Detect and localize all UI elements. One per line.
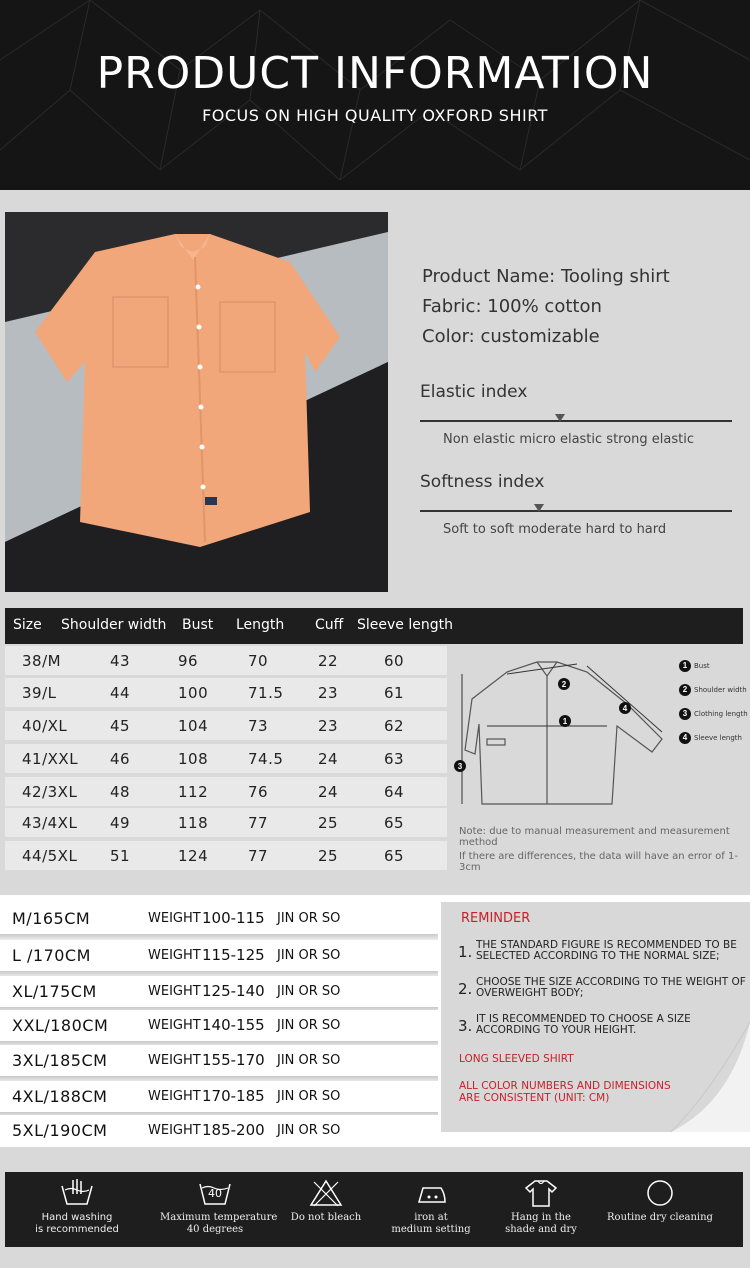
product-color: Color: customizable	[422, 326, 600, 347]
product-fabric: Fabric: 100% cotton	[422, 296, 602, 317]
weight-unit: JIN OR SO	[277, 911, 341, 926]
recommended-size: XL/175CM	[12, 982, 97, 1001]
measurement-note: Note: due to manual measurement and measurement method	[459, 826, 730, 848]
reminder-text: THE STANDARD FIGURE IS RECOMMENDED TO BE SELECTED ACCORDING TO THE NORMAL SIZE;	[476, 939, 737, 962]
size-table-row	[5, 678, 447, 707]
size-table-cell: 112	[178, 783, 209, 801]
care-item	[160, 1178, 278, 1236]
size-table-cell: 100	[178, 684, 209, 702]
recommended-size: 4XL/188CM	[12, 1087, 108, 1106]
care-text-line: iron at	[414, 1212, 448, 1223]
care-item	[486, 1178, 596, 1236]
reminder-title: REMINDER	[461, 911, 531, 926]
care-item	[271, 1178, 381, 1224]
weight-unit: JIN OR SO	[277, 948, 341, 963]
reminder-long-sleeve: LONG SLEEVED SHIRT	[459, 1053, 574, 1065]
iron-icon	[413, 1178, 449, 1208]
weight-unit: JIN OR SO	[277, 1018, 341, 1033]
size-table-cell: 118	[178, 814, 209, 832]
elastic-index-scale: Non elastic micro elastic strong elastic	[443, 432, 695, 447]
weight-label: WEIGHT	[148, 1018, 201, 1033]
care-text	[486, 1212, 596, 1236]
th-bust: Bust	[182, 617, 214, 633]
weight-label: WEIGHT	[148, 1053, 201, 1068]
care-text	[271, 1212, 381, 1224]
reminder-consistency-2: ARE CONSISTENT (UNIT: CM)	[459, 1092, 610, 1104]
elastic-index-bar	[420, 420, 732, 422]
size-table-cell: 25	[318, 847, 339, 865]
th-sleeve: Sleeve length	[357, 617, 453, 633]
weight-unit: JIN OR SO	[277, 984, 341, 999]
legend-number-badge: 3	[679, 708, 691, 720]
size-table-cell: 23	[318, 717, 339, 735]
header-banner	[0, 0, 750, 190]
weight-range: 185-200	[202, 1121, 265, 1139]
size-table-cell: 77	[248, 847, 269, 865]
care-text	[22, 1212, 132, 1236]
size-table-cell: 63	[384, 750, 405, 768]
svg-text:2: 2	[561, 680, 567, 689]
care-text-line: is recommended	[35, 1224, 119, 1235]
size-table-cell: 65	[384, 847, 405, 865]
svg-text:3: 3	[457, 762, 463, 771]
no-bleach-icon	[308, 1178, 344, 1208]
hang-dry-icon	[523, 1178, 559, 1208]
page-subtitle: FOCUS ON HIGH QUALITY OXFORD SHIRT	[202, 106, 548, 125]
elastic-index-title: Elastic index	[420, 382, 528, 402]
reminder-consistency-1: ALL COLOR NUMBERS AND DIMENSIONS	[459, 1080, 671, 1092]
weight-label: WEIGHT	[148, 1089, 201, 1104]
size-table-cell: 73	[248, 717, 269, 735]
size-table-cell: 51	[110, 847, 131, 865]
care-text-line: Routine dry cleaning	[607, 1212, 713, 1223]
size-table-cell: 49	[110, 814, 131, 832]
size-table-cell: 77	[248, 814, 269, 832]
recommended-size: 5XL/190CM	[12, 1121, 108, 1140]
size-table-cell: 39/L	[22, 684, 57, 702]
weight-label: WEIGHT	[148, 948, 201, 963]
softness-index-marker	[534, 504, 544, 512]
recommended-size: M/165CM	[12, 909, 91, 928]
care-text-line: 40 degrees	[186, 1224, 244, 1235]
care-text-line: medium setting	[391, 1224, 471, 1235]
weight-label: WEIGHT	[148, 1123, 201, 1138]
size-table-cell: 70	[248, 652, 269, 670]
size-table-cell: 40/XL	[22, 717, 68, 735]
reminder-number: 1.	[458, 943, 473, 961]
size-table-cell: 22	[318, 652, 339, 670]
care-text	[605, 1212, 715, 1224]
weight-label: WEIGHT	[148, 911, 201, 926]
size-table-cell: 23	[318, 684, 339, 702]
size-table-cell: 76	[248, 783, 269, 801]
reminder-text: IT IS RECOMMENDED TO CHOOSE A SIZE ACCORDING TO YOUR HEIGHT.	[476, 1013, 691, 1036]
recommended-size: 3XL/185CM	[12, 1051, 108, 1070]
hand-wash-icon	[59, 1178, 95, 1208]
dry-clean-icon	[642, 1178, 678, 1208]
th-shoulder: Shoulder width	[61, 617, 167, 633]
size-table-cell: 44	[110, 684, 131, 702]
svg-text:4: 4	[622, 704, 628, 713]
softness-index-title: Softness index	[420, 472, 545, 492]
size-table-cell: 61	[384, 684, 405, 702]
weight-label: WEIGHT	[148, 984, 201, 999]
size-table-cell: 42/3XL	[22, 783, 78, 801]
th-size: Size	[13, 617, 42, 633]
measurement-error-note: If there are differences, the data will have an error of 1-3cm	[459, 851, 738, 873]
th-cuff: Cuff	[315, 617, 344, 633]
weight-unit: JIN OR SO	[277, 1053, 341, 1068]
reminder-number: 2.	[458, 980, 473, 998]
weight-range: 125-140	[202, 982, 265, 1000]
legend-number-badge: 1	[679, 660, 691, 672]
size-table-cell: 64	[384, 783, 405, 801]
page-title: PRODUCT INFORMATION	[96, 48, 654, 99]
elastic-index-marker	[555, 414, 565, 422]
reminder-text: CHOOSE THE SIZE ACCORDING TO THE WEIGHT OF OVERWEIGHT BODY;	[476, 976, 746, 999]
legend-number-badge: 4	[679, 732, 691, 744]
care-item	[605, 1178, 715, 1224]
legend-number-badge: 2	[679, 684, 691, 696]
product-photo	[5, 212, 388, 592]
product-name: Product Name: Tooling shirt	[422, 266, 670, 287]
care-text-line: Hand washing	[41, 1212, 113, 1223]
weight-range: 140-155	[202, 1016, 265, 1034]
legend-label: Sleeve length	[694, 734, 742, 742]
weight-unit: JIN OR SO	[277, 1123, 341, 1138]
temperature-value: 40	[208, 1187, 222, 1200]
size-table-cell: 24	[318, 750, 339, 768]
size-table-row	[5, 711, 447, 740]
size-table-cell: 46	[110, 750, 131, 768]
care-item	[22, 1178, 132, 1236]
th-length: Length	[236, 617, 285, 633]
legend-label: Clothing length	[694, 710, 748, 718]
size-table-cell: 44/5XL	[22, 847, 78, 865]
weight-range: 170-185	[202, 1087, 265, 1105]
weight-unit: JIN OR SO	[277, 1089, 341, 1104]
max-temperature-icon	[197, 1178, 233, 1208]
recommended-size: L /170CM	[12, 946, 91, 965]
size-table-cell: 43	[110, 652, 131, 670]
recommended-size: XXL/180CM	[12, 1016, 109, 1035]
legend-label: Shoulder width	[694, 686, 747, 694]
care-text-line: Maximum temperature	[160, 1212, 278, 1223]
care-text-line: shade and dry	[505, 1224, 577, 1235]
softness-index-bar	[420, 510, 732, 512]
size-table-cell: 65	[384, 814, 405, 832]
size-table-cell: 96	[178, 652, 199, 670]
care-text	[376, 1212, 486, 1236]
care-text-line: Hang in the	[511, 1212, 571, 1223]
size-table-cell: 62	[384, 717, 405, 735]
care-item	[376, 1178, 486, 1236]
size-table-cell: 108	[178, 750, 209, 768]
size-table-cell: 48	[110, 783, 131, 801]
size-table-cell: 60	[384, 652, 405, 670]
size-table-row	[5, 646, 447, 675]
size-table-cell: 41/XXL	[22, 750, 79, 768]
weight-range: 115-125	[202, 946, 265, 964]
care-text	[160, 1212, 278, 1236]
weight-range: 100-115	[202, 909, 265, 927]
size-table-cell: 45	[110, 717, 131, 735]
size-table-cell: 124	[178, 847, 209, 865]
reminder-number: 3.	[458, 1017, 473, 1035]
weight-range: 155-170	[202, 1051, 265, 1069]
legend-label: Bust	[694, 662, 710, 670]
svg-text:1: 1	[562, 717, 568, 726]
size-table-cell: 25	[318, 814, 339, 832]
size-table-cell: 38/M	[22, 652, 62, 670]
size-table-cell: 74.5	[248, 750, 284, 768]
size-table-cell: 71.5	[248, 684, 284, 702]
size-table-cell: 24	[318, 783, 339, 801]
size-table-cell: 43/4XL	[22, 814, 78, 832]
care-text-line: Do not bleach	[290, 1212, 362, 1223]
size-table-cell: 104	[178, 717, 209, 735]
softness-index-scale: Soft to soft moderate hard to hard	[443, 522, 667, 537]
